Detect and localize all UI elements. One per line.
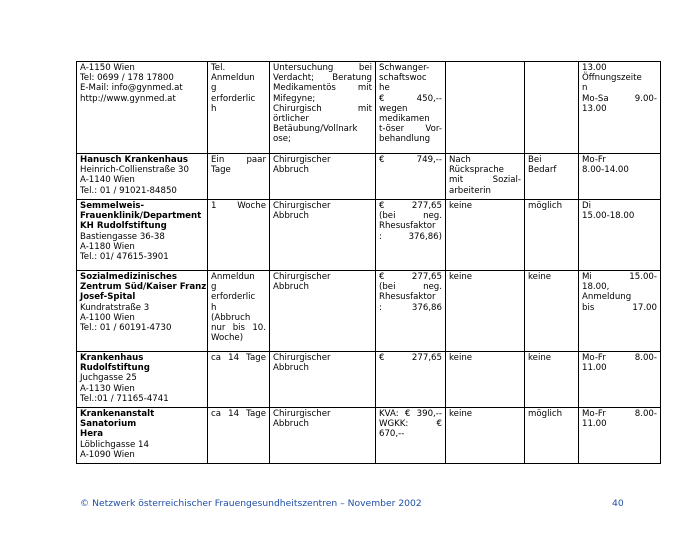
method-line: Betäubung/Vollnark [273,124,358,135]
contact-line: Tel.: 01/ 47615-3901 [80,252,169,263]
cell-followup [446,62,525,154]
hours-line: 13.00 [582,63,607,73]
contact-line: E-Mail: info@gynmed.at [80,83,183,94]
hours-line: 11.00 [582,363,607,374]
contact-line: A-1180 Wien [80,241,135,252]
hours-line: Mi 15.00- [582,272,657,282]
cell-method [270,271,376,352]
counsel-line: möglich [528,409,563,419]
cell-method [270,200,376,271]
method-line: örtlicher [273,114,309,125]
cell-counsel [525,154,579,200]
table-row [77,62,661,154]
wait-line: erforderlic [211,292,256,303]
cell-wait [208,271,270,352]
cell-followup [446,408,525,464]
method-line: Chirurgischer [273,353,331,363]
contact-line: Zentrum Süd/Kaiser Franz [80,282,207,293]
wait-line: erforderlic [211,93,256,104]
followup-line: keine [449,353,473,363]
hours-line: Anmeldung [582,292,632,303]
cost-line: € 749,-- [379,155,442,165]
contact-line: Tel: 0699 / 178 17800 [80,73,174,84]
method-line: Abbruch [273,363,309,374]
counsel-line: keine [528,353,552,363]
cell-wait [208,200,270,271]
cost-line: schaftswoc [379,73,427,84]
contact-line: Löblichgasse 14 [80,439,149,450]
cell-cost [376,352,446,408]
cost-line: behandlung [379,134,431,145]
hours-line: Mo-Sa 9.00- [582,93,657,104]
counsel-line: Bei [528,155,542,165]
contact-line: KH Rudolfstiftung [80,221,167,232]
contact-line: Sanatorium [80,419,137,430]
cell-contact [77,408,208,464]
method-line: ose; [273,134,291,145]
contact-line: A-1140 Wien [80,175,135,186]
cell-counsel [525,408,579,464]
counsel-line: keine [528,272,552,282]
clinic-table-body [77,62,661,464]
hours-line: Öffnungszeite [582,73,642,84]
contact-line: A-1090 Wien [80,449,135,460]
page-number: 40 [612,498,624,509]
contact-line: Bastiengasse 36-38 [80,231,165,242]
contact-line: Josef-Spital [80,292,136,303]
clinic-table [76,61,661,464]
cell-method [270,408,376,464]
cell-counsel [525,62,579,154]
contact-line: A-1130 Wien [80,383,135,394]
method-line: Chirurgischer [273,155,331,165]
wait-line: ca 14 Tage [211,409,266,419]
method-line: Chirurgischer [273,201,331,211]
contact-line: A-1150 Wien [80,63,135,73]
cost-line: medikamen [379,114,430,125]
method-line: Medikamentös mit [273,83,372,94]
cell-hours [579,154,661,200]
method-line: Verdacht; Beratung [273,73,372,84]
wait-line: Anmeldun [211,272,255,282]
table-row [77,154,661,200]
hours-line: Mo-Fr [582,155,606,165]
followup-line: arbeiterin [449,185,491,196]
cell-hours [579,62,661,154]
method-line: Abbruch [273,282,309,293]
cost-line: : 376,86 [379,302,442,313]
table-row [77,352,661,408]
wait-line: Ein paar [211,155,266,165]
method-line: Abbruch [273,419,309,430]
cell-followup [446,200,525,271]
contact-line: Tel.: 01 / 91021-84850 [80,185,177,196]
wait-line: nur bis 10. [211,323,266,334]
hours-line: 8.00-14.00 [582,165,629,176]
wait-line: h [211,302,217,313]
contact-line: Semmelweis- [80,201,145,211]
method-line: Chirurgischer [273,409,331,419]
cost-line: Schwanger- [379,63,430,73]
method-line: Chirurgischer [273,272,331,282]
cost-line: wegen [379,103,408,114]
hours-line: 18.00, [582,282,610,293]
contact-line: Kundratstraße 3 [80,302,150,313]
cell-hours [579,352,661,408]
followup-line: keine [449,201,473,211]
wait-line: ca 14 Tage [211,353,266,363]
contact-line: Tel.: 01 / 60191-4730 [80,323,172,334]
wait-line: g [211,83,217,94]
contact-line: Frauenklinik/Department [80,211,202,222]
cost-line: he [379,83,390,94]
followup-line: keine [449,272,473,282]
cost-line: (bei neg. [379,211,442,222]
wait-line: Anmeldun [211,73,255,84]
cell-wait [208,154,270,200]
cell-method [270,352,376,408]
contact-line: Juchgasse 25 [80,373,137,384]
cost-line: : 376,86) [379,231,442,242]
cost-line: € 450,-- [379,93,442,104]
cell-followup [446,154,525,200]
cell-counsel [525,352,579,408]
contact-line: Tel.:01 / 71165-4741 [80,393,169,404]
followup-line: mit Sozial- [449,175,521,186]
followup-line: Rücksprache [449,165,504,176]
wait-line: Tage [211,165,231,176]
contact-line: Rudolfstiftung [80,363,150,374]
hours-line: Mo-Fr 8.00- [582,409,657,419]
hours-line: Mo-Fr 8.00- [582,353,657,363]
hours-line: 13.00 [582,103,607,114]
method-line: Untersuchung bei [273,63,372,73]
wait-line: (Abbruch [211,312,251,323]
wait-line: Tel. [211,63,226,73]
cost-line: Rhesusfaktor [379,292,436,303]
contact-line: Krankenanstalt [80,409,155,419]
cell-cost [376,408,446,464]
cell-cost [376,200,446,271]
table-row [77,271,661,352]
cell-cost [376,154,446,200]
cell-method [270,62,376,154]
wait-line: Woche) [211,333,244,344]
followup-line: Nach [449,155,471,165]
cell-contact [77,352,208,408]
cell-counsel [525,200,579,271]
method-line: Abbruch [273,211,309,222]
wait-line: g [211,282,217,293]
cell-wait [208,352,270,408]
cell-wait [208,408,270,464]
cost-line: € 277,65 [379,272,442,282]
cell-counsel [525,271,579,352]
cell-method [270,154,376,200]
contact-line: Sozialmedizinisches [80,272,177,282]
hours-line: 15.00-18.00 [582,211,635,222]
cell-cost [376,271,446,352]
cell-contact [77,200,208,271]
cell-hours [579,200,661,271]
contact-line: Hera [80,429,104,440]
cell-contact [77,62,208,154]
contact-line: A-1100 Wien [80,312,135,323]
contact-line: Krankenhaus [80,353,144,363]
counsel-line: möglich [528,201,563,211]
wait-line: h [211,103,217,114]
cost-line: t-öser Vor- [379,124,442,135]
method-line: Abbruch [273,165,309,176]
cell-followup [446,352,525,408]
hours-line: bis 17.00 [582,302,657,313]
table-row [77,200,661,271]
contact-line: Heinrich-Collienstraße 30 [80,165,189,176]
cost-line: WGKK: € [379,419,442,430]
counsel-line: Bedarf [528,165,557,176]
cost-line: € 277,65 [379,353,442,363]
cell-followup [446,271,525,352]
method-line: Chirurgisch mit [273,103,372,114]
cell-wait [208,62,270,154]
footer-copyright: © Netzwerk österreichischer Frauengesundheitszentren – November 2002 [80,498,422,509]
table-row [77,408,661,464]
cost-line: KVA: € 390,-- [379,409,442,419]
cost-line: Rhesusfaktor [379,221,436,232]
cell-cost [376,62,446,154]
cost-line: € 277,65 [379,201,442,211]
method-line: Mifegyne; [273,93,316,104]
cell-hours [579,408,661,464]
hours-line: 11.00 [582,419,607,430]
hours-line: Di [582,201,592,211]
cell-hours [579,271,661,352]
cost-line: 670,-- [379,429,405,440]
contact-line: http://www.gynmed.at [80,93,176,104]
wait-line: 1 Woche [211,201,266,211]
hours-line: n [582,83,588,94]
cost-line: (bei neg. [379,282,442,293]
contact-line: Hanusch Krankenhaus [80,155,188,165]
cell-contact [77,271,208,352]
cell-contact [77,154,208,200]
followup-line: keine [449,409,473,419]
